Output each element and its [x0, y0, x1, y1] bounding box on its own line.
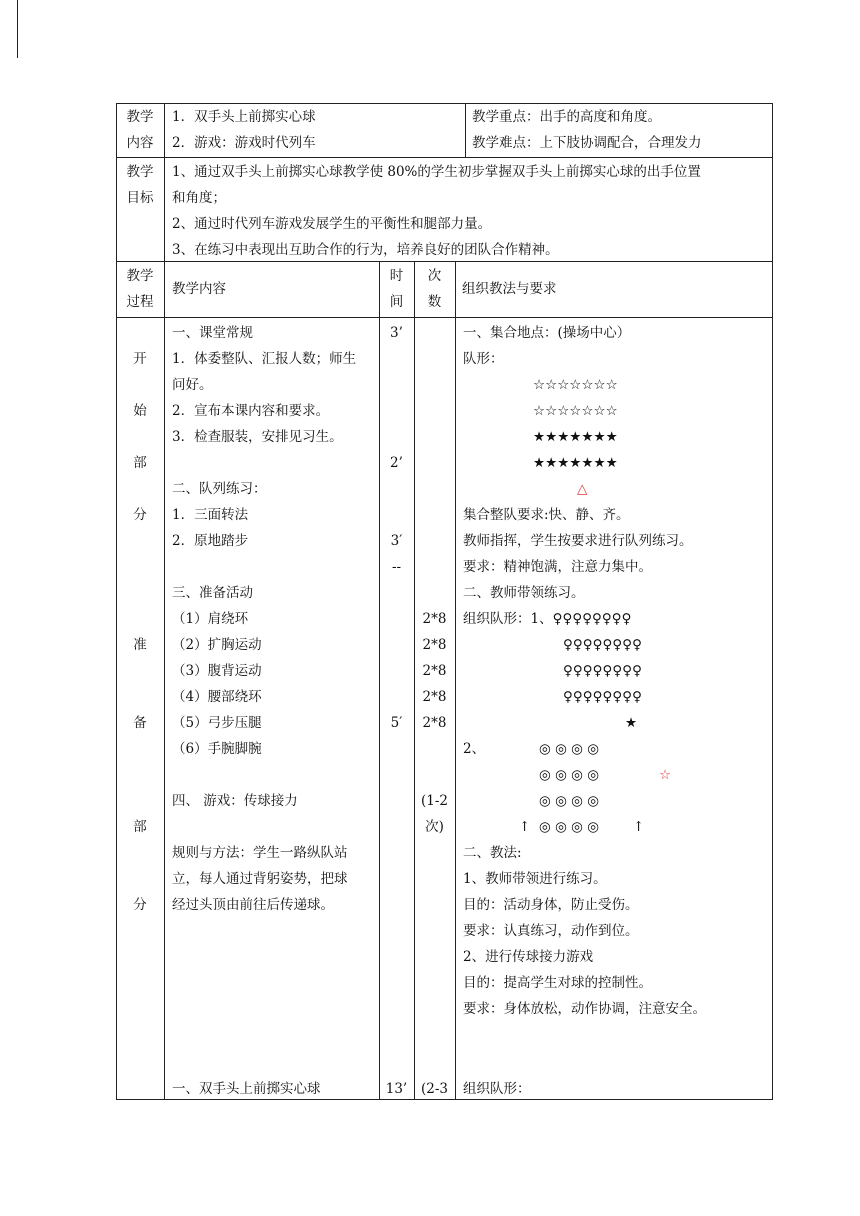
- goals: 1、通过双手头上前掷实心球教学使 80%的学生初步掌握双手头上前掷实心球的出手位置 和角度； 2、通过时代列车游戏发展学生的平衡性和腿部力量。 3、在练习中表现出互助合作的行为，培养良好的团队合作精神。: [172, 164, 701, 258]
- method-line: 要求：精神饱满，注意力集中。: [463, 559, 652, 575]
- content-line: 1．三面转法: [172, 507, 249, 523]
- arrow-up-icon: ↑: [519, 819, 531, 835]
- content-lines: [172, 320, 378, 918]
- phase-label: 部: [133, 819, 147, 835]
- content-line: （2）扩胸运动: [172, 637, 262, 653]
- table-col-line: [379, 261, 380, 1100]
- content-line: （6）手腕脚腕: [172, 741, 262, 757]
- col-content: 教学内容: [172, 281, 226, 297]
- page-margin-line: [17, 0, 18, 58]
- circle-row: ◎ ◎ ◎ ◎: [539, 819, 599, 835]
- filled-star-row: ★★★★★★★: [533, 429, 618, 445]
- col-method: 组织教法与要求: [462, 281, 557, 297]
- time-mark: 3′: [390, 533, 403, 549]
- phase-label: 分: [133, 897, 147, 913]
- method-line: 队形：: [463, 351, 504, 367]
- arrow-up-icon: ↑: [633, 819, 645, 835]
- content-line: [172, 762, 378, 788]
- circle-row: ◎ ◎ ◎ ◎: [539, 767, 599, 783]
- key-point: 教学重点：出手的高度和角度。: [472, 109, 661, 125]
- count-mark: 次): [425, 819, 444, 835]
- time-mark: 2’: [390, 455, 403, 471]
- red-star-icon: ☆: [659, 767, 672, 783]
- lesson-plan-table: [116, 103, 773, 1100]
- content-line: [172, 814, 378, 840]
- count-mark: (1-2: [420, 793, 448, 809]
- content-line: 二、队列练习：: [172, 481, 267, 497]
- teach-content-label: 教学 内容: [126, 109, 154, 151]
- content-line: （3）腹背运动: [172, 663, 262, 679]
- phase-label: 部: [133, 455, 147, 471]
- circle-row: ◎ ◎ ◎ ◎: [539, 793, 599, 809]
- table-row-line: [116, 317, 773, 318]
- content-last: 一、双手头上前掷实心球: [172, 1081, 321, 1097]
- method-line: 目的：活动身体，防止受伤。: [463, 897, 639, 913]
- table-col-line: [465, 103, 466, 158]
- teach-content-items: 1．双手头上前掷实心球 2．游戏：游戏时代列车: [172, 109, 316, 151]
- content-line: （4）腰部绕环: [172, 689, 262, 705]
- content-line: 经过头顶由前往后传递球。: [172, 897, 334, 913]
- method-line: 教师指挥，学生按要求进行队列练习。: [463, 533, 693, 549]
- phase-label: 备: [133, 715, 147, 731]
- method-line: 一、集合地点：(操场中心）: [463, 325, 631, 341]
- table-col-line: [455, 261, 456, 1100]
- circle-row: ◎ ◎ ◎ ◎: [539, 741, 599, 757]
- count-mark: 2*8: [422, 611, 447, 627]
- teacher-star-icon: ★: [625, 715, 638, 731]
- hollow-star-row: ☆☆☆☆☆☆☆: [533, 403, 618, 419]
- phase-label: 分: [133, 507, 147, 523]
- difficulty: 教学难点：上下肢协调配合，合理发力: [472, 135, 702, 151]
- col-count: 次 数: [427, 268, 442, 310]
- female-symbol-row: ♀♀♀♀♀♀♀♀: [563, 663, 642, 679]
- col-process: 教学 过程: [126, 268, 154, 310]
- goal-label: 教学 目标: [126, 164, 154, 206]
- hollow-star-row: ☆☆☆☆☆☆☆: [533, 377, 618, 393]
- content-line: [172, 450, 378, 476]
- method-line: 二、教师带领练习。: [463, 585, 585, 601]
- content-line: （1）肩绕环: [172, 611, 249, 627]
- method-line: 2、进行传球接力游戏: [463, 949, 594, 965]
- content-line: 3．检查服装，安排见习生。: [172, 429, 343, 445]
- method-line: 集合整队要求:快、静、齐。: [463, 507, 630, 523]
- content-line: 规则与方法：学生一路纵队站: [172, 845, 348, 861]
- content-line: 问好。: [172, 377, 213, 393]
- phase-label: 开: [133, 351, 147, 367]
- table-row-line: [116, 157, 773, 158]
- method-line: 组织队形：: [463, 1081, 531, 1097]
- female-symbol-row: ♀♀♀♀♀♀♀♀: [563, 637, 642, 653]
- filled-star-row: ★★★★★★★: [533, 455, 618, 471]
- method-line: 二、教法:: [463, 845, 522, 861]
- content-line: 2．宣布本课内容和要求。: [172, 403, 330, 419]
- method-line: 目的：提高学生对球的控制性。: [463, 975, 652, 991]
- count-mark: 2*8: [422, 715, 447, 731]
- method-line: 要求：身体放松，动作协调，注意安全。: [463, 1001, 706, 1017]
- count-mark: 2*8: [422, 637, 447, 653]
- female-symbol-row: ♀♀♀♀♀♀♀♀: [563, 689, 642, 705]
- content-line: （5）弓步压腿: [172, 715, 262, 731]
- method-line: 2、: [463, 741, 486, 757]
- method-line: 组织队形：1、♀♀♀♀♀♀♀♀: [463, 611, 632, 627]
- content-line: 一、课堂常规: [172, 325, 253, 341]
- time-mark: 5′: [390, 715, 403, 731]
- count-mark: 2*8: [422, 689, 447, 705]
- content-line: 四、 游戏：传球接力: [172, 793, 298, 809]
- content-line: 2．原地踏步: [172, 533, 249, 549]
- table-border-right: [772, 103, 773, 1100]
- content-line: 1．体委整队、汇报人数；师生: [172, 351, 357, 367]
- content-line: 三、准备活动: [172, 585, 253, 601]
- table-border-left: [116, 103, 117, 1100]
- key-points: [472, 104, 770, 156]
- method-line: 1、教师带领进行练习。: [463, 871, 607, 887]
- time-mark: --: [391, 559, 402, 575]
- table-col-line: [164, 103, 165, 1100]
- time-last: 13’: [385, 1081, 408, 1097]
- time-mark: 3’: [390, 325, 403, 341]
- teacher-triangle-icon: △: [577, 481, 588, 497]
- phase-label: 准: [133, 637, 147, 653]
- content-line: 立，每人通过背躬姿势，把球: [172, 871, 348, 887]
- count-last: (2-3: [420, 1081, 448, 1097]
- method-line: 要求：认真练习，动作到位。: [463, 923, 639, 939]
- content-line: [172, 554, 378, 580]
- col-time: 时 间: [389, 268, 404, 310]
- phase-label: 始: [133, 403, 147, 419]
- count-mark: 2*8: [422, 663, 447, 679]
